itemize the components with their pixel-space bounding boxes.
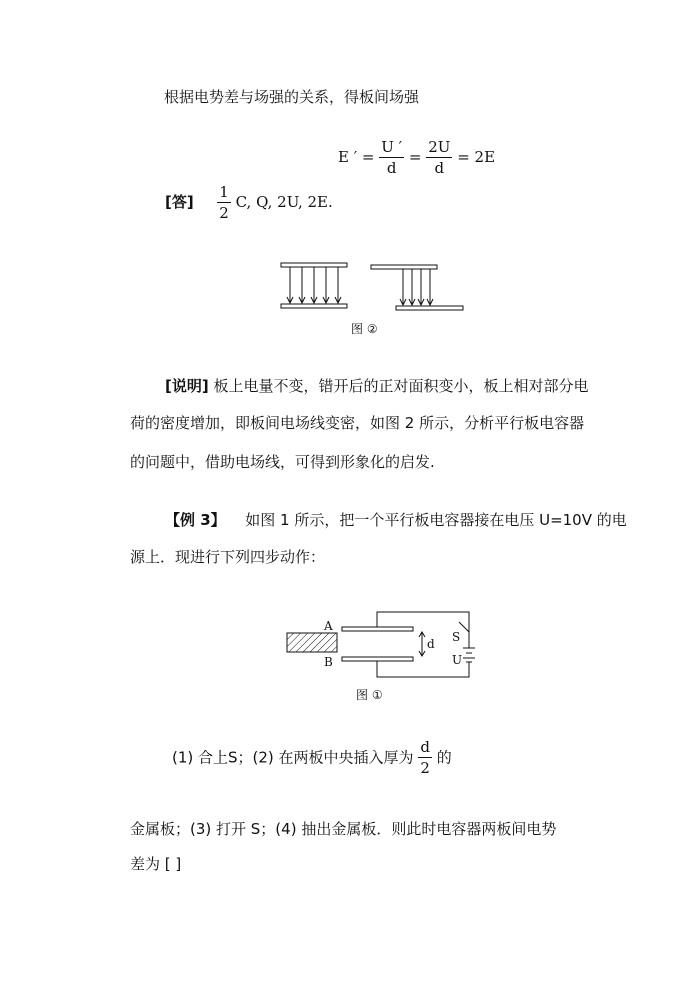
answer-frac-den: 2 <box>219 204 229 222</box>
question-frac-den: 2 <box>420 759 430 777</box>
answer-label: [答] <box>165 193 194 211</box>
explain-line-2: 荷的密度增加，即板间电场线变密，如图 2 所示，分析平行板电容器 <box>130 414 585 432</box>
explain-line-3: 的问题中，借助电场线，可得到形象化的启发. <box>130 453 435 471</box>
fig2-caption: 图 ② <box>351 322 378 336</box>
question-line-1 <box>172 740 452 776</box>
example-label: 【例 3】 <box>165 511 226 529</box>
label-b: B <box>324 655 333 669</box>
eq-sign-1: = <box>361 148 375 166</box>
question-text-1a: (1) 合上S；(2) 在两板中央插入厚为 <box>172 748 414 767</box>
label-d: d <box>427 637 435 651</box>
eq-sign-2: = <box>408 148 422 166</box>
fig1-caption: 图 ① <box>356 688 383 702</box>
question-frac-num: d <box>420 738 430 756</box>
question-line-3: 差为 [ ] <box>130 855 182 873</box>
eq-f1-num: U ′ <box>381 138 403 156</box>
label-u: U <box>452 653 463 667</box>
question-text-1b: 的 <box>436 748 452 767</box>
explain-text-1: 板上电量不变，错开后的正对面积变小，板上相对部分电 <box>213 377 589 395</box>
label-a: A <box>324 619 333 633</box>
explain-label: [说明] <box>165 377 209 395</box>
eq-f1-den: d <box>386 159 397 177</box>
question-line-2: 金属板；(3) 打开 S；(4) 抽出金属板．则此时电容器两板间电势 <box>130 820 557 838</box>
plate-b <box>342 657 413 661</box>
answer-frac-num: 1 <box>219 183 229 201</box>
eq-rhs: = 2E <box>457 148 496 166</box>
example-text-1: 如图 1 所示，把一个平行板电容器接在电压 U=10V 的电 <box>245 511 627 529</box>
circuit-wires <box>377 612 475 677</box>
answer-rest: C, Q, 2U, 2E. <box>235 193 333 211</box>
example-line-2: 源上．现进行下列四步动作： <box>130 548 326 566</box>
text-line-1: 根据电势差与场强的关系，得板间场强 <box>164 88 420 106</box>
question-fraction <box>418 740 432 776</box>
label-s: S <box>452 630 461 644</box>
eq-f2-den: d <box>434 159 445 177</box>
plate-a <box>342 627 413 631</box>
eq-lhs: E ′ <box>338 148 358 166</box>
eq-f2-num: 2U <box>428 138 451 156</box>
metal-block <box>287 633 337 652</box>
